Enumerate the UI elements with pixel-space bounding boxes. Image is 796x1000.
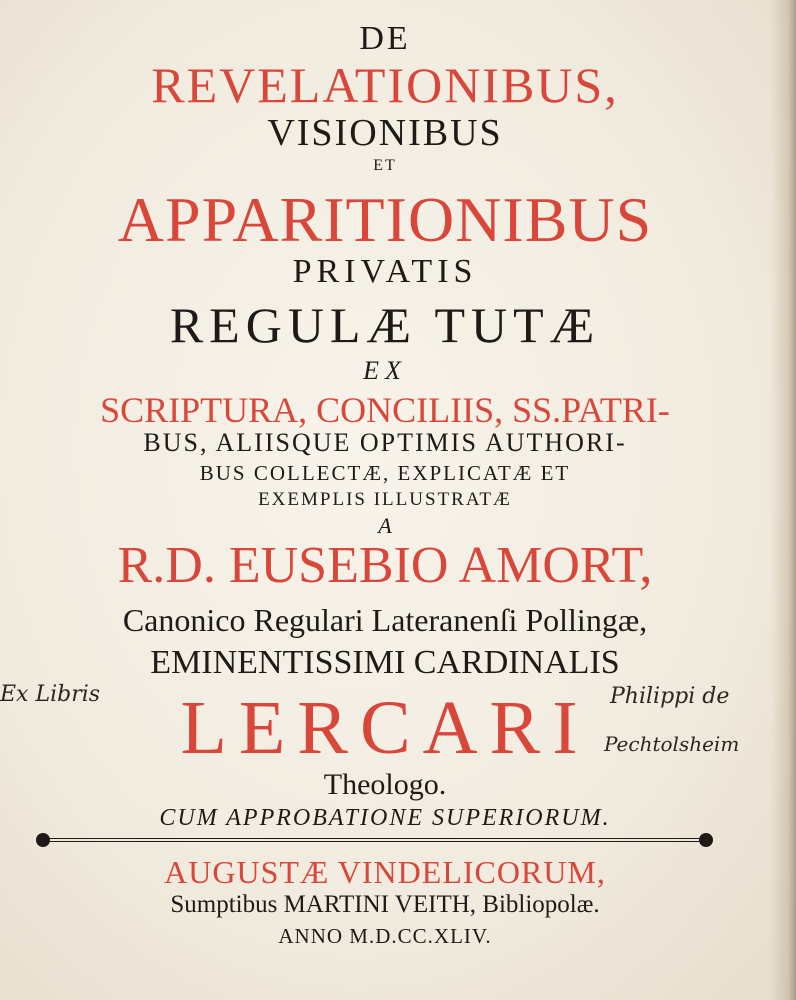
line-eminentissimi: EMINENTISSIMI CARDINALIS xyxy=(150,644,620,681)
line-visionibus: VISIONIBUS xyxy=(267,112,503,154)
line-author: R.D. EUSEBIO AMORT, xyxy=(117,537,653,594)
ornamental-rule xyxy=(42,838,707,842)
line-augustae: AUGUSTÆ VINDELICORUM, xyxy=(164,854,606,890)
line-collectae: BUS COLLECTÆ, EXPLICATÆ ET xyxy=(199,461,571,485)
line-et: ET xyxy=(373,157,397,174)
line-lercari: LERCARI xyxy=(180,686,590,770)
line-anno: ANNO M.D.CC.XLIV. xyxy=(278,924,492,948)
inscription-right-line2: Pechtolsheim xyxy=(604,732,740,756)
line-approbatione: CUM APPROBATIONE SUPERIORUM. xyxy=(159,805,611,831)
line-privatis: PRIVATIS xyxy=(292,253,478,290)
line-a: A xyxy=(378,513,392,538)
line-sumptibus: Sumptibus MARTINI VEITH, Bibliopolæ. xyxy=(170,891,600,918)
rule-left-cap xyxy=(36,833,50,847)
inscription-left: Ex Libris xyxy=(0,682,101,707)
line-apparitionibus: APPARITIONIBUS xyxy=(117,184,653,255)
line-bus: BUS, ALIISQUE OPTIMIS AUTHORI- xyxy=(143,428,627,457)
line-ex: EX xyxy=(363,356,407,385)
line-revelationibus: REVELATIONIBUS, xyxy=(151,57,619,113)
inscription-right-line1: Philippi de xyxy=(610,684,730,709)
line-exemplis: EXEMPLIS ILLUSTRATÆ xyxy=(258,489,512,510)
line-theologo: Theologo. xyxy=(323,768,447,801)
page-edge-shadow xyxy=(770,0,796,1000)
line-scriptura: SCRIPTURA, CONCILIIS, SS.PATRI- xyxy=(100,390,670,430)
line-de: DE xyxy=(359,20,411,57)
line-regulae: REGULÆ TUTÆ xyxy=(169,297,601,353)
line-canonico: Canonico Regulari Lateranenſi Pollingæ, xyxy=(122,602,648,638)
rule-right-cap xyxy=(699,833,713,847)
